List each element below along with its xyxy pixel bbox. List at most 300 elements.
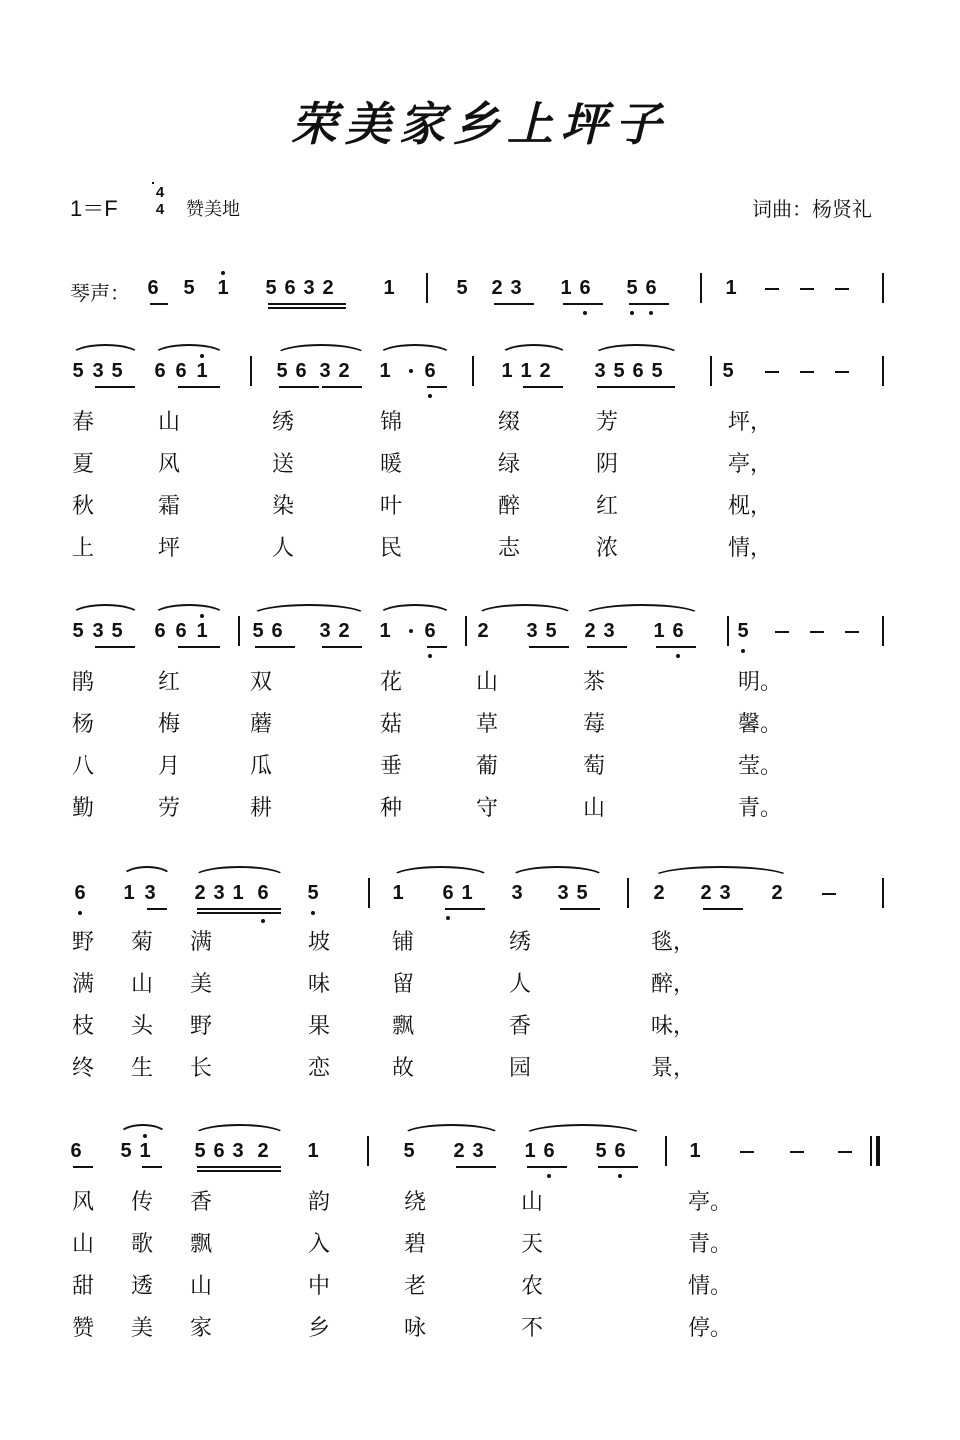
note: 5 — [307, 882, 319, 904]
note: 1 — [139, 1140, 151, 1162]
barline — [472, 356, 474, 386]
note: 6 — [175, 620, 187, 642]
underline-beam — [427, 646, 447, 648]
note: 3 — [472, 1140, 484, 1162]
slur — [522, 1124, 644, 1136]
octave-dot-below — [583, 311, 587, 315]
sustain-dash — [838, 1151, 852, 1153]
prelude-label: 琴声： — [70, 281, 130, 305]
notation-row — [0, 275, 960, 315]
octave-dot-above — [221, 271, 225, 275]
note: 6 — [614, 1140, 626, 1162]
note: 5 — [111, 360, 123, 382]
underline-beam — [656, 646, 696, 648]
note: 6 — [70, 1140, 82, 1162]
lyric-char: 韵 — [308, 1190, 331, 1215]
lyric-char: 草 — [476, 712, 499, 737]
lyric-char: 野 — [72, 930, 95, 955]
note: 3 — [603, 620, 615, 642]
lyric-char: 歌 — [131, 1232, 154, 1257]
underline-beam — [322, 386, 362, 388]
underline-beam — [598, 1166, 638, 1168]
sustain-dash — [822, 893, 836, 895]
note: 2 — [257, 1140, 269, 1162]
lyric-char: 生 — [131, 1056, 154, 1081]
note: 1 — [524, 1140, 536, 1162]
lyric-char: 香 — [509, 1014, 532, 1039]
sustain-dash — [765, 371, 779, 373]
lyric-char: 莓 — [583, 712, 606, 737]
lyric-char: 咏 — [404, 1316, 427, 1341]
slur — [152, 604, 226, 616]
note: 6 — [74, 882, 86, 904]
lyric-char: 味， — [651, 1014, 696, 1039]
note: 2 — [491, 277, 503, 299]
note: 3 — [144, 882, 156, 904]
barline — [627, 878, 629, 908]
barline — [727, 616, 729, 646]
lyric-char: 瓜 — [250, 754, 273, 779]
lyric-char: 茶 — [583, 670, 606, 695]
lyric-char: 飘 — [392, 1014, 415, 1039]
lyric-char: 枧， — [728, 494, 773, 519]
underline-beam — [529, 646, 569, 648]
lyric-char: 芳 — [596, 410, 619, 435]
lyric-char: 醉 — [498, 494, 521, 519]
lyric-char: 坡 — [308, 930, 331, 955]
lyric-char: 山 — [190, 1274, 213, 1299]
lyric-char: 长 — [190, 1056, 213, 1081]
lyric-char: 毯， — [651, 930, 696, 955]
lyric-char: 送 — [272, 452, 295, 477]
slur — [401, 1124, 502, 1136]
song-title: 荣美家乡上坪子 — [291, 97, 669, 151]
sustain-dash — [790, 1151, 804, 1153]
note: 2 — [700, 882, 712, 904]
lyric-char: 坪， — [728, 410, 773, 435]
augmentation-dot — [409, 369, 413, 373]
underline-beam — [597, 386, 675, 388]
note: 1 — [392, 882, 404, 904]
lyric-char: 天 — [521, 1232, 544, 1257]
lyric-char: 志 — [498, 536, 521, 561]
octave-dot-below — [428, 394, 432, 398]
note: 1 — [379, 620, 391, 642]
lyric-char: 恋 — [308, 1056, 331, 1081]
note: 6 — [271, 620, 283, 642]
underline-beam — [142, 1166, 162, 1168]
key-signature: 1＝F — [70, 196, 118, 221]
barline — [710, 356, 712, 386]
lyric-char: 坪 — [158, 536, 181, 561]
lyric-char: 绕 — [404, 1190, 427, 1215]
barline — [882, 273, 884, 303]
note: 2 — [338, 360, 350, 382]
barline — [665, 1136, 667, 1166]
note: 5 — [72, 620, 84, 642]
note: 1 — [232, 882, 244, 904]
note: 6 — [147, 277, 159, 299]
note: 3 — [303, 277, 315, 299]
octave-dot-below — [261, 919, 265, 923]
lyric-char: 双 — [250, 670, 273, 695]
meter-bottom: 4 — [155, 201, 165, 218]
lyric-char: 山 — [521, 1190, 544, 1215]
underline-beam — [279, 386, 319, 388]
barline — [426, 273, 428, 303]
lyric-char: 头 — [131, 1014, 154, 1039]
slur — [377, 344, 453, 356]
lyric-char: 乡 — [308, 1316, 331, 1341]
slur — [582, 604, 702, 616]
octave-dot-below — [618, 1174, 622, 1178]
lyric-char: 满 — [190, 930, 213, 955]
sustain-dash — [775, 631, 789, 633]
tempo-marking: 赞美地 — [186, 199, 240, 220]
lyric-char: 菇 — [380, 712, 403, 737]
lyric-char: 中 — [308, 1274, 331, 1299]
underline-beam — [268, 303, 346, 305]
underline-beam — [95, 386, 135, 388]
note: 6 — [154, 360, 166, 382]
lyric-char: 不 — [521, 1316, 544, 1341]
note: 1 — [725, 277, 737, 299]
note: 3 — [92, 620, 104, 642]
lyric-char: 葡 — [476, 754, 499, 779]
lyric-char: 美 — [131, 1316, 154, 1341]
barline — [870, 1136, 872, 1166]
underline-beam — [427, 386, 447, 388]
lyric-char: 风 — [158, 452, 181, 477]
note: 5 — [626, 277, 638, 299]
lyric-char: 梅 — [158, 712, 181, 737]
note: 5 — [72, 360, 84, 382]
slur — [70, 344, 141, 356]
note: 6 — [257, 882, 269, 904]
note: 6 — [424, 620, 436, 642]
lyric-char: 农 — [521, 1274, 544, 1299]
underline-beam — [494, 303, 534, 305]
underline-beam — [73, 1166, 93, 1168]
lyric-char: 留 — [392, 972, 415, 997]
slur — [499, 344, 569, 356]
lyric-char: 叶 — [380, 494, 403, 519]
note: 1 — [560, 277, 572, 299]
lyric-char: 红 — [158, 670, 181, 695]
lyric-char: 锦 — [380, 410, 403, 435]
lyric-char: 青。 — [738, 796, 783, 821]
note: 6 — [154, 620, 166, 642]
note: 1 — [383, 277, 395, 299]
underline-beam — [563, 303, 603, 305]
note: 1 — [520, 360, 532, 382]
octave-dot-below — [311, 911, 315, 915]
lyric-char: 亭。 — [688, 1190, 733, 1215]
note: 2 — [771, 882, 783, 904]
lyric-char: 阴 — [596, 452, 619, 477]
lyric-char: 故 — [392, 1056, 415, 1081]
lyric-char: 萄 — [583, 754, 606, 779]
note: 1 — [379, 360, 391, 382]
lyric-char: 八 — [72, 754, 95, 779]
composer-credit: 词曲：杨贤礼 — [752, 197, 872, 221]
lyric-char: 守 — [476, 796, 499, 821]
lyric-char: 菊 — [131, 930, 154, 955]
note: 1 — [196, 620, 208, 642]
lyric-char: 霜 — [158, 494, 181, 519]
lyric-char: 老 — [404, 1274, 427, 1299]
final-barline — [876, 1136, 880, 1166]
lyric-char: 入 — [308, 1232, 331, 1257]
note: 6 — [543, 1140, 555, 1162]
meter-top: 4 — [155, 184, 165, 201]
lyric-char: 红 — [596, 494, 619, 519]
lyric-char: 勤 — [72, 796, 95, 821]
note: 1 — [653, 620, 665, 642]
note: 6 — [645, 277, 657, 299]
slur — [592, 344, 681, 356]
barline — [882, 616, 884, 646]
underline-beam — [197, 912, 281, 914]
lyric-char: 月 — [158, 754, 181, 779]
note: 6 — [579, 277, 591, 299]
lyric-char: 铺 — [392, 930, 415, 955]
lyric-char: 莹。 — [738, 754, 783, 779]
lyric-char: 山 — [476, 670, 499, 695]
note: 6 — [424, 360, 436, 382]
notation-row — [0, 1138, 960, 1178]
underline-beam — [523, 386, 563, 388]
note: 5 — [613, 360, 625, 382]
notation-row — [0, 358, 960, 398]
lyric-char: 青。 — [688, 1232, 733, 1257]
note: 5 — [252, 620, 264, 642]
lyric-char: 透 — [131, 1274, 154, 1299]
lyric-char: 杨 — [72, 712, 95, 737]
note: 3 — [526, 620, 538, 642]
lyric-char: 传 — [131, 1190, 154, 1215]
lyric-char: 飘 — [190, 1232, 213, 1257]
note: 1 — [217, 277, 229, 299]
underline-beam — [178, 646, 220, 648]
slur — [377, 604, 453, 616]
note: 1 — [123, 882, 135, 904]
lyric-char: 鹃 — [72, 670, 95, 695]
underline-beam — [560, 908, 600, 910]
lyric-char: 人 — [509, 972, 532, 997]
lyric-char: 民 — [380, 536, 403, 561]
slur — [274, 344, 368, 356]
underline-beam — [322, 646, 362, 648]
barline — [367, 1136, 369, 1166]
lyric-char: 绣 — [509, 930, 532, 955]
note: 2 — [584, 620, 596, 642]
slur — [250, 604, 368, 616]
lyric-char: 碧 — [404, 1232, 427, 1257]
barline — [238, 616, 240, 646]
note: 3 — [510, 277, 522, 299]
underline-beam — [95, 646, 135, 648]
lyric-char: 劳 — [158, 796, 181, 821]
barline — [465, 616, 467, 646]
note: 1 — [689, 1140, 701, 1162]
underline-beam — [197, 1170, 281, 1172]
slur — [192, 866, 287, 878]
lyric-char: 染 — [272, 494, 295, 519]
lyric-char: 春 — [72, 410, 95, 435]
underline-beam — [587, 646, 627, 648]
augmentation-dot — [409, 629, 413, 633]
barline — [250, 356, 252, 386]
lyric-char: 缀 — [498, 410, 521, 435]
meter-line — [152, 182, 154, 184]
lyric-char: 山 — [583, 796, 606, 821]
note: 6 — [284, 277, 296, 299]
lyric-char: 花 — [380, 670, 403, 695]
lyric-char: 蘑 — [250, 712, 273, 737]
underline-beam — [147, 908, 167, 910]
note: 5 — [576, 882, 588, 904]
octave-dot-below — [676, 654, 680, 658]
underline-beam — [197, 1166, 281, 1168]
note: 5 — [595, 1140, 607, 1162]
sustain-dash — [810, 631, 824, 633]
note: 2 — [539, 360, 551, 382]
note: 3 — [319, 360, 331, 382]
slur — [475, 604, 575, 616]
lyric-char: 美 — [190, 972, 213, 997]
note: 5 — [120, 1140, 132, 1162]
underline-beam — [703, 908, 743, 910]
lyric-char: 果 — [308, 1014, 331, 1039]
lyric-char: 风 — [72, 1190, 95, 1215]
lyric-char: 赞 — [72, 1316, 95, 1341]
lyric-char: 夏 — [72, 452, 95, 477]
note: 5 — [545, 620, 557, 642]
note: 2 — [477, 620, 489, 642]
octave-dot-below — [78, 911, 82, 915]
note: 3 — [511, 882, 523, 904]
note: 6 — [175, 360, 187, 382]
slur — [651, 866, 791, 878]
note: 5 — [183, 277, 195, 299]
underline-beam — [527, 1166, 567, 1168]
lyric-char: 垂 — [380, 754, 403, 779]
slur — [192, 1124, 287, 1136]
note: 5 — [651, 360, 663, 382]
note: 2 — [453, 1140, 465, 1162]
octave-dot-below — [446, 916, 450, 920]
lyric-char: 家 — [190, 1316, 213, 1341]
note: 6 — [632, 360, 644, 382]
note: 3 — [213, 882, 225, 904]
lyric-char: 停。 — [688, 1316, 733, 1341]
octave-dot-below — [547, 1174, 551, 1178]
underline-beam — [255, 646, 295, 648]
note: 1 — [501, 360, 513, 382]
note: 2 — [194, 882, 206, 904]
lyric-char: 种 — [380, 796, 403, 821]
lyric-char: 山 — [158, 410, 181, 435]
note: 1 — [461, 882, 473, 904]
lyric-char: 上 — [72, 536, 95, 561]
lyric-char: 甜 — [72, 1274, 95, 1299]
sustain-dash — [835, 288, 849, 290]
note: 2 — [338, 620, 350, 642]
underline-beam — [197, 908, 281, 910]
sustain-dash — [835, 371, 849, 373]
lyric-char: 景， — [651, 1056, 696, 1081]
note: 6 — [295, 360, 307, 382]
lyric-char: 山 — [131, 972, 154, 997]
lyric-char: 秋 — [72, 494, 95, 519]
note: 3 — [232, 1140, 244, 1162]
slur — [118, 1124, 168, 1136]
underline-beam — [150, 303, 168, 305]
lyric-char: 人 — [272, 536, 295, 561]
octave-dot-below — [649, 311, 653, 315]
lyric-char: 情。 — [688, 1274, 733, 1299]
note: 2 — [653, 882, 665, 904]
lyric-char: 亭， — [728, 452, 773, 477]
note: 6 — [213, 1140, 225, 1162]
note: 3 — [719, 882, 731, 904]
note: 6 — [672, 620, 684, 642]
sustain-dash — [765, 288, 779, 290]
barline — [882, 878, 884, 908]
note: 1 — [196, 360, 208, 382]
octave-dot-below — [741, 649, 745, 653]
lyric-char: 醉， — [651, 972, 696, 997]
lyric-char: 绿 — [498, 452, 521, 477]
underline-beam — [456, 1166, 496, 1168]
lyric-char: 馨。 — [738, 712, 783, 737]
sustain-dash — [800, 288, 814, 290]
time-signature — [150, 184, 170, 218]
lyric-char: 终 — [72, 1056, 95, 1081]
sustain-dash — [845, 631, 859, 633]
note: 5 — [265, 277, 277, 299]
lyric-char: 绣 — [272, 410, 295, 435]
barline — [882, 356, 884, 386]
note: 5 — [403, 1140, 415, 1162]
notation-row — [0, 618, 960, 658]
slur — [509, 866, 606, 878]
lyric-char: 味 — [308, 972, 331, 997]
notation-row — [0, 880, 960, 920]
slur — [121, 866, 173, 878]
lyric-char: 香 — [190, 1190, 213, 1215]
lyric-char: 暖 — [380, 452, 403, 477]
slur — [390, 866, 491, 878]
note: 5 — [722, 360, 734, 382]
octave-dot-below — [428, 654, 432, 658]
lyric-char: 园 — [509, 1056, 532, 1081]
note: 5 — [276, 360, 288, 382]
lyric-char: 山 — [72, 1232, 95, 1257]
barline — [368, 878, 370, 908]
note: 5 — [194, 1140, 206, 1162]
note: 3 — [319, 620, 331, 642]
note: 6 — [442, 882, 454, 904]
underline-beam — [629, 303, 669, 305]
lyric-char: 满 — [72, 972, 95, 997]
sustain-dash — [740, 1151, 754, 1153]
note: 5 — [737, 620, 749, 642]
slur — [70, 604, 141, 616]
note: 5 — [111, 620, 123, 642]
slur — [152, 344, 226, 356]
